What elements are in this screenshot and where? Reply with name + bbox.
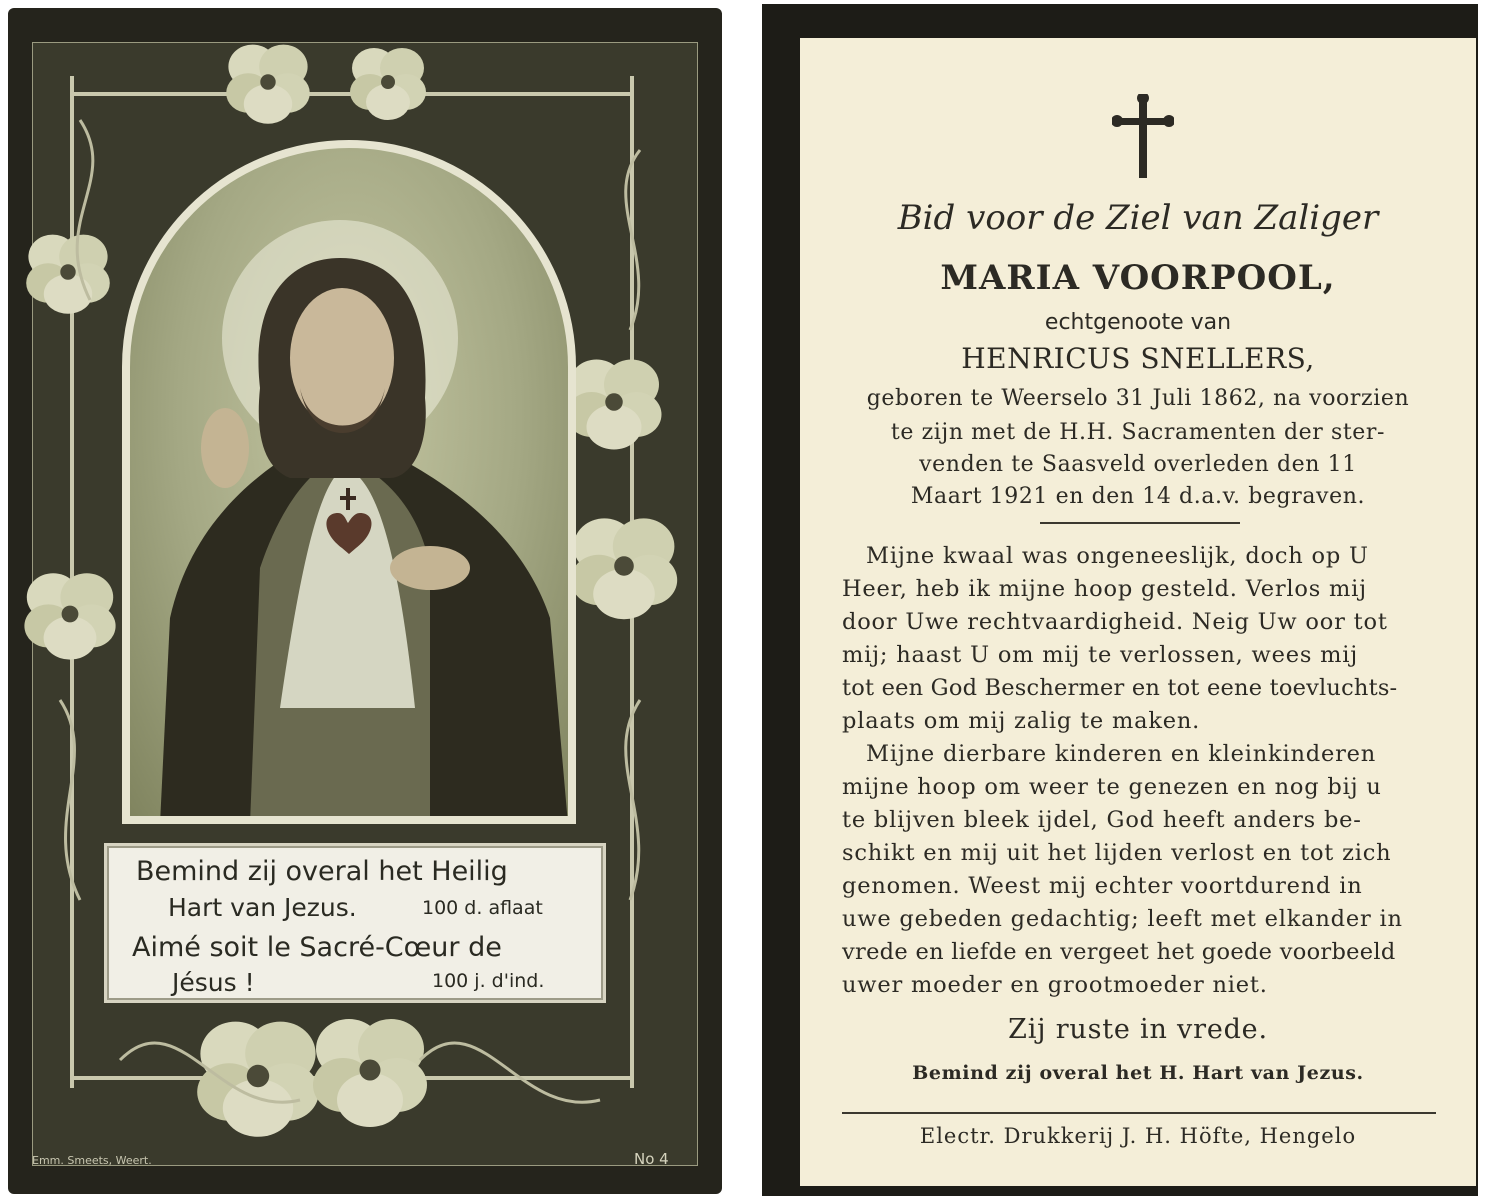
prayer-line-11: genomen. Weest mij echter voortdurend in	[842, 873, 1363, 899]
pansy-left-2	[24, 573, 115, 659]
pansy-top-1	[226, 45, 310, 124]
pansy-right-1	[567, 360, 662, 450]
bio-line-1: geboren te Weerselo 31 Juli 1862, na voorzien	[866, 386, 1410, 411]
prayer-line-14: uwer moeder en grootmoeder niet.	[842, 972, 1268, 998]
prayer-line-3: door Uwe rechtvaardigheid. Neig Uw oor tot	[842, 609, 1388, 635]
relation-text: echtgenoote van	[1044, 310, 1232, 335]
divider-long	[842, 1112, 1436, 1114]
caption-line-3: Aimé soit le Sacré-Cœur de	[132, 932, 502, 963]
prayer-line-8: mijne hoop om weer te genezen en nog bij u	[842, 774, 1382, 800]
closing-text: Zij ruste in vrede.	[1008, 1014, 1268, 1045]
spouse-name: HENRICUS SNELLERS,	[961, 342, 1315, 375]
bio-line-3: venden te Saasveld overleden den 11	[919, 452, 1357, 477]
prayer-line-12: uwe gebeden gedachtig; leeft met elkander in	[842, 906, 1403, 932]
printer-credit: Electr. Drukkerij J. H. Höfte, Hengelo	[919, 1124, 1357, 1148]
caption-line-4: Jésus !	[172, 968, 255, 997]
pansy-right-2	[571, 518, 677, 619]
divider-short	[1040, 522, 1240, 524]
publisher-imprint: Emm. Smeets, Weert.	[32, 1154, 152, 1167]
prayer-line-10: schikt en mij uit het lijden verlost en tot zich	[842, 840, 1392, 866]
card-number: No 4	[634, 1150, 669, 1168]
caption-indulgence-2: 100 j. d'ind.	[432, 970, 545, 992]
pansy-left-1	[26, 235, 110, 314]
caption-indulgence-1: 100 d. aflaat	[422, 897, 543, 919]
caption-line-1: Bemind zij overal het Heilig	[136, 856, 508, 887]
sacred-heart-figure	[130, 148, 568, 824]
devotion-line: Bemind zij overal het H. Hart van Jezus.	[912, 1062, 1364, 1084]
pansy-top-2	[350, 48, 426, 120]
prayer-line-1: Mijne kwaal was ongeneeslijk, doch op U	[866, 543, 1369, 569]
bio-line-2: te zijn met de H.H. Sacramenten der ster-	[890, 420, 1386, 445]
deceased-name: MARIA VOORPOOL,	[940, 258, 1336, 298]
prayer-line-2: Heer, heb ik mijne hoop gesteld. Verlos mij	[842, 576, 1367, 602]
pansy-bottom-2	[313, 1019, 427, 1127]
caption-line-2: Hart van Jezus.	[168, 893, 357, 922]
prayer-line-7: Mijne dierbare kinderen en kleinkinderen	[866, 741, 1377, 767]
prayer-heading: Bid voor de Ziel van Zaliger	[897, 198, 1379, 238]
sacred-heart-image	[122, 140, 576, 824]
latin-cross-icon	[1112, 94, 1174, 178]
pansy-bottom-1	[197, 1022, 319, 1137]
prayer-line-5: tot een God Beschermer en tot eene toevluchts-	[842, 675, 1398, 701]
prayer-line-6: plaats om mij zalig te maken.	[842, 708, 1201, 734]
prayer-line-13: vrede en liefde en vergeet het goede voorbeeld	[842, 939, 1396, 965]
prayer-line-4: mij; haast U om mij te verlossen, wees mij	[842, 642, 1359, 668]
prayer-line-9: te blijven bleek ijdel, God heeft anders be-	[842, 807, 1362, 833]
bio-line-4: Maart 1921 en den 14 d.a.v. begraven.	[910, 484, 1366, 509]
